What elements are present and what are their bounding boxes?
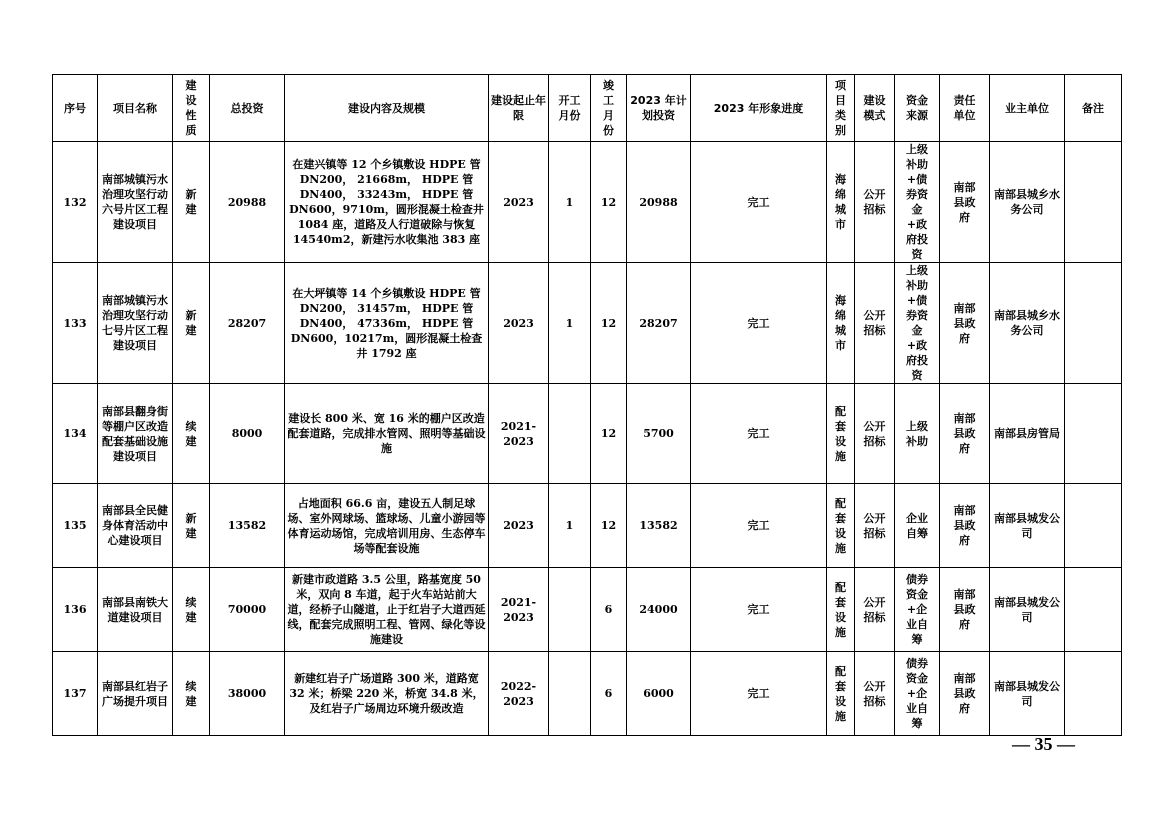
- table-row: [53, 568, 1122, 652]
- cell-fund: [895, 263, 940, 384]
- cell-owner: 南部县城发公司: [990, 652, 1065, 736]
- cell-plan: 28207: [627, 263, 691, 384]
- cell-mode-text: 公开招标: [863, 419, 886, 448]
- cell-start: [549, 652, 591, 736]
- cell-seq: 135: [53, 484, 98, 568]
- cell-category-text: 海绵城市: [835, 173, 846, 231]
- cell-fund: [895, 484, 940, 568]
- header-note: 备注: [1065, 75, 1122, 142]
- cell-resp-text: 南部县政府: [953, 588, 976, 631]
- cell-nature-text: 新建: [185, 511, 197, 540]
- cell-mode-text: 公开招标: [863, 595, 886, 624]
- cell-name: 南部县翻身街等棚户区改造配套基础设施建设项目: [98, 384, 173, 484]
- cell-mode: [855, 652, 895, 736]
- header-fund: [895, 75, 940, 142]
- cell-end: 12: [591, 263, 627, 384]
- cell-name: 南部城镇污水治理攻坚行动七号片区工程建设项目: [98, 263, 173, 384]
- cell-resp: [940, 568, 990, 652]
- cell-start: 1: [549, 484, 591, 568]
- cell-fund-text: 债券资金+企业自筹: [906, 573, 928, 646]
- cell-end: 12: [591, 484, 627, 568]
- cell-resp-text: 南部县政府: [953, 412, 976, 455]
- header-resp-text: 责任单位: [953, 94, 976, 122]
- cell-period: 2021-2023: [489, 384, 549, 484]
- cell-category: [827, 568, 855, 652]
- cell-fund-text: 债券资金+企业自筹: [906, 657, 928, 730]
- cell-progress: 完工: [691, 484, 827, 568]
- cell-category: [827, 384, 855, 484]
- cell-nature-text: 新建: [185, 309, 197, 337]
- cell-mode: [855, 384, 895, 484]
- header-start-text: 开工月份: [558, 94, 581, 122]
- cell-progress: 完工: [691, 263, 827, 384]
- cell-mode-text: 公开招标: [863, 511, 886, 540]
- header-nature-text: 建设性质: [185, 79, 197, 137]
- cell-nature: [173, 652, 210, 736]
- cell-plan: 13582: [627, 484, 691, 568]
- header-plan: 2023 年计划投资: [627, 75, 691, 142]
- cell-mode-text: 公开招标: [863, 188, 886, 216]
- cell-nature: [173, 384, 210, 484]
- cell-note: [1065, 568, 1122, 652]
- cell-resp: [940, 263, 990, 384]
- cell-fund-text: 上级补助+债券资金+政府投资: [906, 143, 928, 261]
- cell-category-text: 配套设施: [835, 580, 846, 639]
- cell-total: 13582: [210, 484, 285, 568]
- cell-end: 12: [591, 142, 627, 263]
- cell-category-text: 海绵城市: [835, 294, 846, 352]
- cell-progress: 完工: [691, 142, 827, 263]
- cell-category-text: 配套设施: [835, 664, 846, 723]
- project-table: [52, 74, 1122, 736]
- cell-content: 在大坪镇等 14 个乡镇敷设 HDPE 管 DN200， 31457m， HDPE 管 DN400， 47336m， HDPE 管 DN600，10217m，圆形混凝土检查井 1792 座: [285, 263, 489, 384]
- cell-nature: [173, 142, 210, 263]
- cell-resp: [940, 484, 990, 568]
- page-number: — 35 —: [1012, 734, 1075, 754]
- header-start: [549, 75, 591, 142]
- cell-start: [549, 568, 591, 652]
- cell-seq: 133: [53, 263, 98, 384]
- cell-progress: 完工: [691, 384, 827, 484]
- cell-mode-text: 公开招标: [863, 679, 886, 708]
- table-row: [53, 263, 1122, 384]
- cell-note: [1065, 384, 1122, 484]
- cell-progress: 完工: [691, 568, 827, 652]
- cell-start: 1: [549, 263, 591, 384]
- cell-mode: [855, 142, 895, 263]
- cell-fund-text: 上级补助+债券资金+政府投资: [906, 264, 928, 382]
- cell-content: 新建市政道路 3.5 公里，路基宽度 50 米，双向 8 车道，起于火车站站前大道，经桥子山隧道，止于红岩子大道西延线，配套完成照明工程、管网、绿化等设施建设: [285, 568, 489, 652]
- cell-resp: [940, 652, 990, 736]
- cell-content: 建设长 800 米、宽 16 米的棚户区改造配套道路，完成排水管网、照明等基础设施: [285, 384, 489, 484]
- header-content: 建设内容及规模: [285, 75, 489, 142]
- cell-end: 12: [591, 384, 627, 484]
- cell-content: 占地面积 66.6 亩，建设五人制足球场、室外网球场、篮球场、儿童小游园等体育运动场馆，完成培训用房、生态停车场等配套设施: [285, 484, 489, 568]
- cell-plan: 20988: [627, 142, 691, 263]
- cell-start: [549, 384, 591, 484]
- cell-nature-text: 续建: [185, 595, 197, 624]
- cell-total: 20988: [210, 142, 285, 263]
- cell-note: [1065, 652, 1122, 736]
- cell-name: 南部县红岩子广场提升项目: [98, 652, 173, 736]
- cell-note: [1065, 142, 1122, 263]
- cell-owner: 南部县城发公司: [990, 568, 1065, 652]
- cell-fund: [895, 142, 940, 263]
- header-progress: 2023 年形象进度: [691, 75, 827, 142]
- cell-resp-text: 南部县政府: [953, 301, 976, 345]
- cell-resp-text: 南部县政府: [953, 504, 976, 547]
- cell-fund-text: 上级补助: [906, 419, 928, 448]
- cell-owner: 南部县城发公司: [990, 484, 1065, 568]
- cell-fund: [895, 568, 940, 652]
- header-end-text: 竣工月份: [603, 79, 614, 137]
- cell-name: 南部县南铁大道建设项目: [98, 568, 173, 652]
- cell-period: 2023: [489, 484, 549, 568]
- cell-note: [1065, 484, 1122, 568]
- header-name: 项目名称: [98, 75, 173, 142]
- cell-mode: [855, 263, 895, 384]
- header-end: [591, 75, 627, 142]
- cell-seq: 136: [53, 568, 98, 652]
- cell-period: 2023: [489, 263, 549, 384]
- cell-nature: [173, 263, 210, 384]
- cell-total: 70000: [210, 568, 285, 652]
- table-row: [53, 142, 1122, 263]
- cell-fund-text: 企业自筹: [906, 511, 928, 540]
- cell-nature-text: 续建: [185, 679, 197, 708]
- cell-period: 2023: [489, 142, 549, 263]
- cell-plan: 6000: [627, 652, 691, 736]
- header-fund-text: 资金来源: [906, 94, 928, 122]
- cell-resp-text: 南部县政府: [953, 180, 976, 224]
- cell-nature-text: 续建: [185, 419, 197, 448]
- cell-end: 6: [591, 568, 627, 652]
- header-period: 建设起止年限: [489, 75, 549, 142]
- table-row: [53, 652, 1122, 736]
- cell-total: 8000: [210, 384, 285, 484]
- cell-category-text: 配套设施: [835, 404, 846, 463]
- header-mode: [855, 75, 895, 142]
- cell-start: 1: [549, 142, 591, 263]
- cell-plan: 24000: [627, 568, 691, 652]
- cell-total: 28207: [210, 263, 285, 384]
- cell-category: [827, 484, 855, 568]
- cell-resp: [940, 384, 990, 484]
- cell-name: 南部城镇污水治理攻坚行动六号片区工程建设项目: [98, 142, 173, 263]
- cell-category: [827, 263, 855, 384]
- cell-nature: [173, 568, 210, 652]
- cell-plan: 5700: [627, 384, 691, 484]
- header-nature: [173, 75, 210, 142]
- cell-fund: [895, 652, 940, 736]
- header-seq: 序号: [53, 75, 98, 142]
- cell-category: [827, 142, 855, 263]
- cell-owner: 南部县城乡水务公司: [990, 263, 1065, 384]
- table-row: [53, 384, 1122, 484]
- header-row: [53, 75, 1122, 142]
- cell-content: 新建红岩子广场道路 300 米，道路宽 32 米；桥梁 220 米，桥宽 34.8 米，及红岩子广场周边环境升级改造: [285, 652, 489, 736]
- cell-seq: 137: [53, 652, 98, 736]
- table-row: [53, 484, 1122, 568]
- cell-resp: [940, 142, 990, 263]
- header-mode-text: 建设模式: [863, 94, 886, 122]
- cell-note: [1065, 263, 1122, 384]
- cell-seq: 132: [53, 142, 98, 263]
- header-category: [827, 75, 855, 142]
- cell-content: 在建兴镇等 12 个乡镇敷设 HDPE 管 DN200， 21668m， HDPE 管 DN400， 33243m， HDPE 管 DN600，9710m，圆形混凝土检查井 1084 座，道路及人行道破除与恢复 14540m2，新建污水收集池 383 座: [285, 142, 489, 263]
- header-category-text: 项目类别: [835, 79, 846, 137]
- cell-seq: 134: [53, 384, 98, 484]
- cell-period: 2022-2023: [489, 652, 549, 736]
- cell-name: 南部县全民健身体育活动中心建设项目: [98, 484, 173, 568]
- cell-category-text: 配套设施: [835, 496, 846, 555]
- cell-total: 38000: [210, 652, 285, 736]
- cell-category: [827, 652, 855, 736]
- cell-period: 2021-2023: [489, 568, 549, 652]
- header-total: 总投资: [210, 75, 285, 142]
- cell-fund: [895, 384, 940, 484]
- cell-owner: 南部县房管局: [990, 384, 1065, 484]
- cell-owner: 南部县城乡水务公司: [990, 142, 1065, 263]
- cell-mode: [855, 568, 895, 652]
- cell-nature: [173, 484, 210, 568]
- cell-end: 6: [591, 652, 627, 736]
- cell-mode: [855, 484, 895, 568]
- cell-nature-text: 新建: [185, 188, 197, 216]
- cell-resp-text: 南部县政府: [953, 672, 976, 715]
- cell-progress: 完工: [691, 652, 827, 736]
- header-resp: [940, 75, 990, 142]
- header-owner: 业主单位: [990, 75, 1065, 142]
- cell-mode-text: 公开招标: [863, 309, 886, 337]
